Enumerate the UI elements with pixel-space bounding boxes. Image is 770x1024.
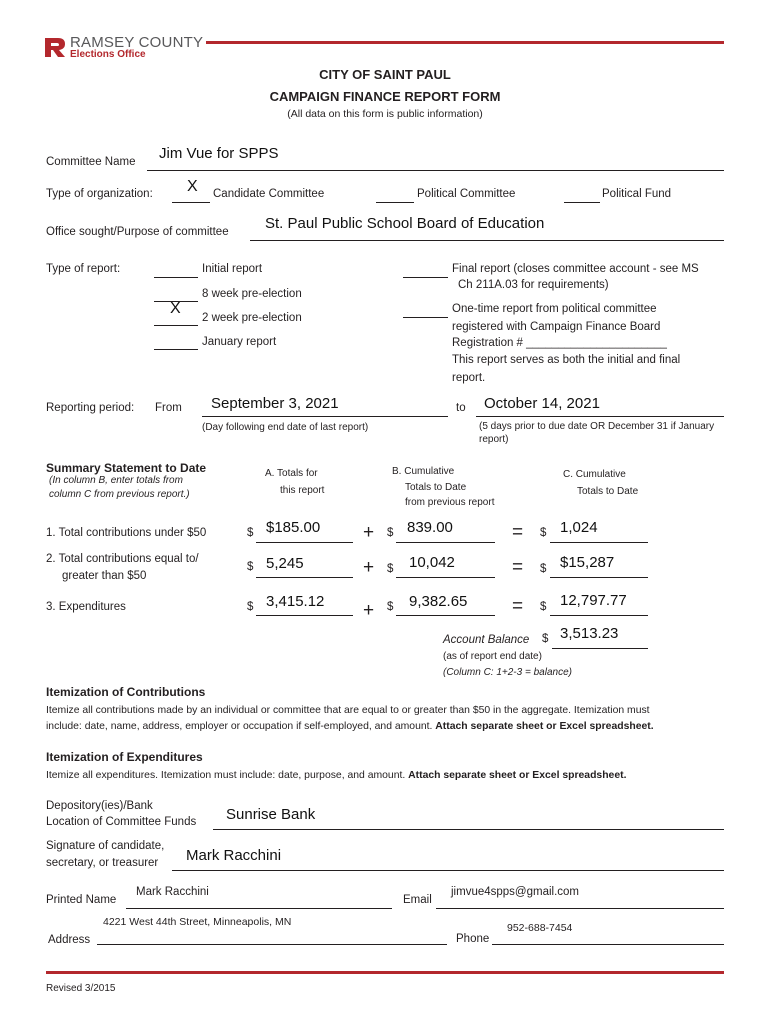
title-line1: CITY OF SAINT PAUL bbox=[319, 67, 451, 82]
office-value[interactable]: St. Paul Public School Board of Education bbox=[265, 215, 545, 232]
row1-b-line bbox=[396, 542, 495, 543]
bank-value[interactable]: Sunrise Bank bbox=[226, 806, 316, 823]
row2-label-1: 2. Total contributions equal to/ bbox=[46, 553, 199, 565]
signature-value[interactable]: Mark Racchini bbox=[186, 847, 282, 864]
period-from-value[interactable]: September 3, 2021 bbox=[211, 395, 339, 412]
week8-label: 8 week pre-election bbox=[202, 288, 302, 300]
col-b-header-2: Totals to Date bbox=[405, 482, 467, 493]
bank-label-2: Location of Committee Funds bbox=[46, 816, 197, 828]
row3-label: 3. Expenditures bbox=[46, 601, 126, 613]
ramsey-county-logo-icon bbox=[44, 36, 66, 58]
logo bbox=[44, 34, 214, 62]
committee-name-line bbox=[147, 170, 724, 171]
onetime-report-label-3: Registration # ______________________ bbox=[452, 337, 667, 349]
report-type-label: Type of report: bbox=[46, 263, 121, 275]
col-a-header-2: this report bbox=[280, 485, 325, 496]
period-to-value[interactable]: October 14, 2021 bbox=[484, 395, 600, 412]
political-committee-label: Political Committee bbox=[417, 188, 516, 200]
title-line2: CAMPAIGN FINANCE REPORT FORM bbox=[269, 89, 501, 104]
onetime-report-blank[interactable] bbox=[403, 317, 448, 318]
subtitle: (All data on this form is public information) bbox=[287, 108, 483, 120]
final-report-blank[interactable] bbox=[403, 277, 448, 278]
bank-line bbox=[213, 829, 724, 830]
revised-date: Revised 3/2015 bbox=[46, 983, 116, 994]
office-label: Office sought/Purpose of committee bbox=[46, 226, 229, 238]
bank-label-1: Depository(ies)/Bank bbox=[46, 800, 153, 812]
row2-a-value[interactable]: 5,245 bbox=[266, 555, 304, 572]
period-to-label: to bbox=[456, 402, 466, 414]
itemization-exp-text-a: Itemize all expenditures. Itemization must include: date, purpose, and amount. bbox=[46, 770, 406, 781]
row1-a-value[interactable]: $185.00 bbox=[266, 519, 321, 536]
address-line bbox=[97, 944, 447, 945]
row1-b-value[interactable]: 839.00 bbox=[407, 519, 453, 536]
political-fund-label: Political Fund bbox=[602, 188, 672, 200]
initial-report-blank[interactable] bbox=[154, 277, 198, 278]
phone-line bbox=[492, 944, 724, 945]
printed-name-value[interactable]: Mark Racchini bbox=[136, 886, 209, 898]
january-blank[interactable] bbox=[154, 349, 198, 350]
col-b-header-1: B. Cumulative bbox=[392, 466, 455, 477]
header-rule bbox=[206, 41, 724, 44]
itemization-contrib-text-2 bbox=[46, 721, 654, 732]
row2-plus: + bbox=[363, 557, 375, 578]
row1-equals: = bbox=[512, 522, 524, 543]
period-from-note: (Day following end date of last report) bbox=[202, 422, 369, 433]
period-label: Reporting period: bbox=[46, 402, 135, 414]
itemization-contrib-attach: Attach separate sheet or Excel spreadsheet. bbox=[435, 721, 654, 732]
row1-plus: + bbox=[363, 522, 375, 543]
candidate-committee-mark: X bbox=[187, 178, 198, 195]
row2-a-currency: $ bbox=[247, 561, 254, 573]
summary-note-2: column C from previous report.) bbox=[49, 489, 190, 500]
col-c-header-2: Totals to Date bbox=[577, 486, 639, 497]
row2-c-value[interactable]: $15,287 bbox=[560, 554, 615, 571]
balance-note-1: (as of report end date) bbox=[443, 651, 542, 662]
col-c-header-1: C. Cumulative bbox=[563, 469, 626, 480]
final-report-label-2: Ch 211A.03 for requirements) bbox=[458, 279, 609, 291]
period-from-line bbox=[202, 416, 448, 417]
row1-a-currency: $ bbox=[247, 527, 254, 539]
candidate-committee-label: Candidate Committee bbox=[213, 188, 325, 200]
week2-blank[interactable] bbox=[154, 325, 198, 326]
row3-a-currency: $ bbox=[247, 601, 254, 613]
committee-name-value[interactable]: Jim Vue for SPPS bbox=[159, 145, 279, 162]
political-fund-blank[interactable] bbox=[564, 202, 600, 203]
org-type-label: Type of organization: bbox=[46, 188, 153, 200]
row3-plus: + bbox=[363, 600, 375, 621]
row1-b-currency: $ bbox=[387, 527, 394, 539]
row2-b-line bbox=[396, 577, 495, 578]
row1-a-line bbox=[256, 542, 353, 543]
row3-b-line bbox=[396, 615, 495, 616]
itemization-exp-title: Itemization of Expenditures bbox=[46, 750, 203, 764]
balance-note-2: (Column C: 1+2-3 = balance) bbox=[443, 667, 572, 678]
col-a-header-1: A. Totals for bbox=[265, 468, 318, 479]
final-report-label-1: Final report (closes committee account - see MS bbox=[452, 263, 699, 275]
footer-rule bbox=[46, 971, 724, 974]
row1-label: 1. Total contributions under $50 bbox=[46, 527, 207, 539]
balance-currency: $ bbox=[542, 633, 549, 645]
row3-c-value[interactable]: 12,797.77 bbox=[560, 592, 627, 609]
initial-report-label: Initial report bbox=[202, 263, 263, 275]
row2-equals: = bbox=[512, 557, 524, 578]
itemization-contrib-title: Itemization of Contributions bbox=[46, 685, 206, 699]
row1-c-value[interactable]: 1,024 bbox=[560, 519, 598, 536]
itemization-exp-attach: Attach separate sheet or Excel spreadsheet. bbox=[408, 770, 627, 781]
committee-name-label: Committee Name bbox=[46, 156, 136, 168]
row3-c-line bbox=[550, 615, 648, 616]
address-value[interactable]: 4221 West 44th Street, Minneapolis, MN bbox=[103, 916, 292, 928]
week2-label: 2 week pre-election bbox=[202, 312, 302, 324]
summary-title: Summary Statement to Date bbox=[46, 461, 207, 475]
row2-a-line bbox=[256, 577, 353, 578]
row3-c-currency: $ bbox=[540, 601, 547, 613]
address-label: Address bbox=[48, 934, 91, 946]
printed-name-label: Printed Name bbox=[46, 894, 117, 906]
row1-c-currency: $ bbox=[540, 527, 547, 539]
row2-b-currency: $ bbox=[387, 563, 394, 575]
email-label: Email bbox=[403, 894, 432, 906]
onetime-report-label-1: One-time report from political committee bbox=[452, 303, 657, 315]
itemization-contrib-text-2a: include: date, name, address, employer or occupation if self-employed, and amount. bbox=[46, 721, 433, 732]
phone-value[interactable]: 952-688-7454 bbox=[507, 922, 573, 934]
printed-name-line bbox=[126, 908, 392, 909]
onetime-report-label-2: registered with Campaign Finance Board bbox=[452, 321, 661, 333]
logo-top-text: RAMSEY COUNTY bbox=[70, 34, 204, 51]
signature-label-2: secretary, or treasurer bbox=[46, 857, 159, 869]
row2-label-2: greater than $50 bbox=[62, 570, 147, 582]
balance-line bbox=[552, 648, 648, 649]
signature-line bbox=[172, 870, 724, 871]
email-value[interactable]: jimvue4spps@gmail.com bbox=[451, 886, 579, 898]
row3-b-currency: $ bbox=[387, 601, 394, 613]
period-to-note-2: report) bbox=[479, 434, 509, 445]
balance-label: Account Balance bbox=[443, 634, 530, 646]
office-line bbox=[250, 240, 724, 241]
logo-bottom-text: Elections Office bbox=[70, 49, 146, 60]
period-from-label: From bbox=[155, 402, 182, 414]
january-label: January report bbox=[202, 336, 277, 348]
onetime-report-label-4: This report serves as both the initial and final bbox=[452, 354, 681, 366]
onetime-report-label-5: report. bbox=[452, 372, 486, 384]
row2-b-value[interactable]: 10,042 bbox=[409, 554, 455, 571]
period-to-line bbox=[476, 416, 724, 417]
row1-c-line bbox=[550, 542, 648, 543]
balance-value[interactable]: 3,513.23 bbox=[560, 625, 619, 642]
political-committee-blank[interactable] bbox=[376, 202, 414, 203]
row3-b-value[interactable]: 9,382.65 bbox=[409, 593, 468, 610]
email-line bbox=[436, 908, 724, 909]
summary-note-1: (In column B, enter totals from bbox=[49, 475, 183, 486]
row3-equals: = bbox=[512, 596, 524, 617]
week2-mark: X bbox=[170, 300, 181, 317]
itemization-exp-text bbox=[46, 770, 626, 781]
candidate-committee-blank[interactable] bbox=[172, 202, 210, 203]
row2-c-line bbox=[550, 577, 648, 578]
phone-label: Phone bbox=[456, 933, 490, 945]
itemization-contrib-text-1: Itemize all contributions made by an individual or committee that are equal to or greater than $50 in the aggregate. Itemization must bbox=[46, 705, 650, 716]
col-b-header-3: from previous report bbox=[405, 497, 495, 508]
row2-c-currency: $ bbox=[540, 563, 547, 575]
period-to-note-1: (5 days prior to due date OR December 31 if January bbox=[479, 421, 715, 432]
signature-label-1: Signature of candidate, bbox=[46, 840, 165, 852]
row3-a-value[interactable]: 3,415.12 bbox=[266, 593, 325, 610]
row3-a-line bbox=[256, 615, 353, 616]
